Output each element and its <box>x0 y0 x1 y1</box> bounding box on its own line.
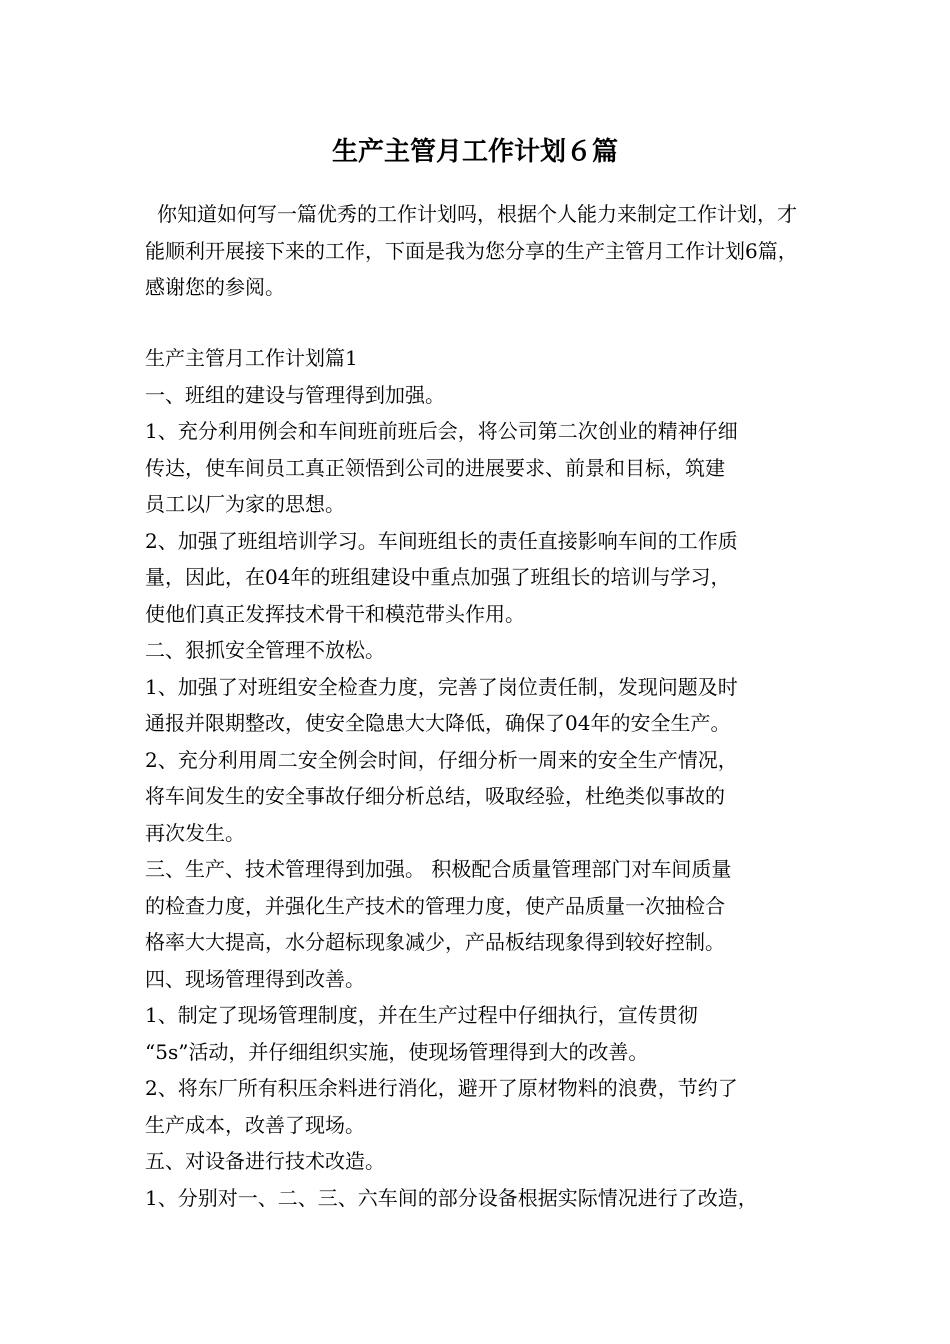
body-line: 二、狠抓安全管理不放松。 <box>145 638 385 662</box>
body-line: 1、加强了对班组安全检查力度，完善了岗位责任制，发现问题及时 <box>145 674 738 699</box>
body-line: 生产主管月工作计划篇1 <box>145 346 358 370</box>
body-line: 2、加强了班组培训学习。车间班组长的责任直接影响车间的工作质 <box>145 528 738 553</box>
body-line: 使他们真正发挥技术骨干和模范带头作用。 <box>145 601 525 626</box>
document-body <box>145 340 825 1216</box>
body-line: 将车间发生的安全事故仔细分析总结，吸取经验，杜绝类似事故的 <box>145 784 725 808</box>
body-line: 生产成本，改善了现场。 <box>145 1112 365 1137</box>
body-line: 一、班组的建设与管理得到加强。 <box>145 382 445 407</box>
body-line: 传达，使车间员工真正领悟到公司的进展要求、前景和目标，筑建 <box>145 455 725 480</box>
body-line: “5s”活动，并仔细组织实施，使现场管理得到大的改善。 <box>145 1039 649 1064</box>
document-title: 生产主管月工作计划６篇 <box>331 137 618 167</box>
body-line: 四、现场管理得到改善。 <box>145 966 365 991</box>
body-line: 员工以厂为家的思想。 <box>145 492 345 516</box>
body-line: 1、分别对一、二、三、六车间的部分设备根据实际情况进行了改造， <box>145 1185 758 1210</box>
body-line: 格率大大提高，水分超标现象减少，产品板结现象得到较好控制。 <box>145 930 725 954</box>
body-line: 量，因此，在04年的班组建设中重点加强了班组长的培训与学习， <box>145 565 731 589</box>
body-line: 2、充分利用周二安全例会时间，仔细分析一周来的安全生产情况， <box>145 747 738 772</box>
body-line: 通报并限期整改，使安全隐患大大降低，确保了04年的安全生产。 <box>145 711 731 735</box>
intro-paragraph: 你知道如何写一篇优秀的工作计划吗，根据个人能力来制定工作计划，才能顺利开展接下来的工作，下面是我为您分享的生产主管月工作计划6篇，感谢您的参阅。 <box>145 202 798 299</box>
body-line: 2、将东厂所有积压余料进行消化，避开了原材物料的浪费，节约了 <box>145 1076 738 1100</box>
body-line: 1、制定了现场管理制度，并在生产过程中仔细执行，宣传贯彻 <box>145 1003 698 1027</box>
body-line: 再次发生。 <box>145 820 245 845</box>
body-line: 五、对设备进行技术改造。 <box>145 1149 385 1173</box>
body-line: 的检查力度，并强化生产技术的管理力度，使产品质量一次抽检合 <box>145 893 725 918</box>
body-line: 1、充分利用例会和车间班前班后会，将公司第二次创业的精神仔细 <box>145 419 738 443</box>
body-line: 三、生产、技术管理得到加强。 积极配合质量管理部门对车间质量 <box>145 857 732 881</box>
